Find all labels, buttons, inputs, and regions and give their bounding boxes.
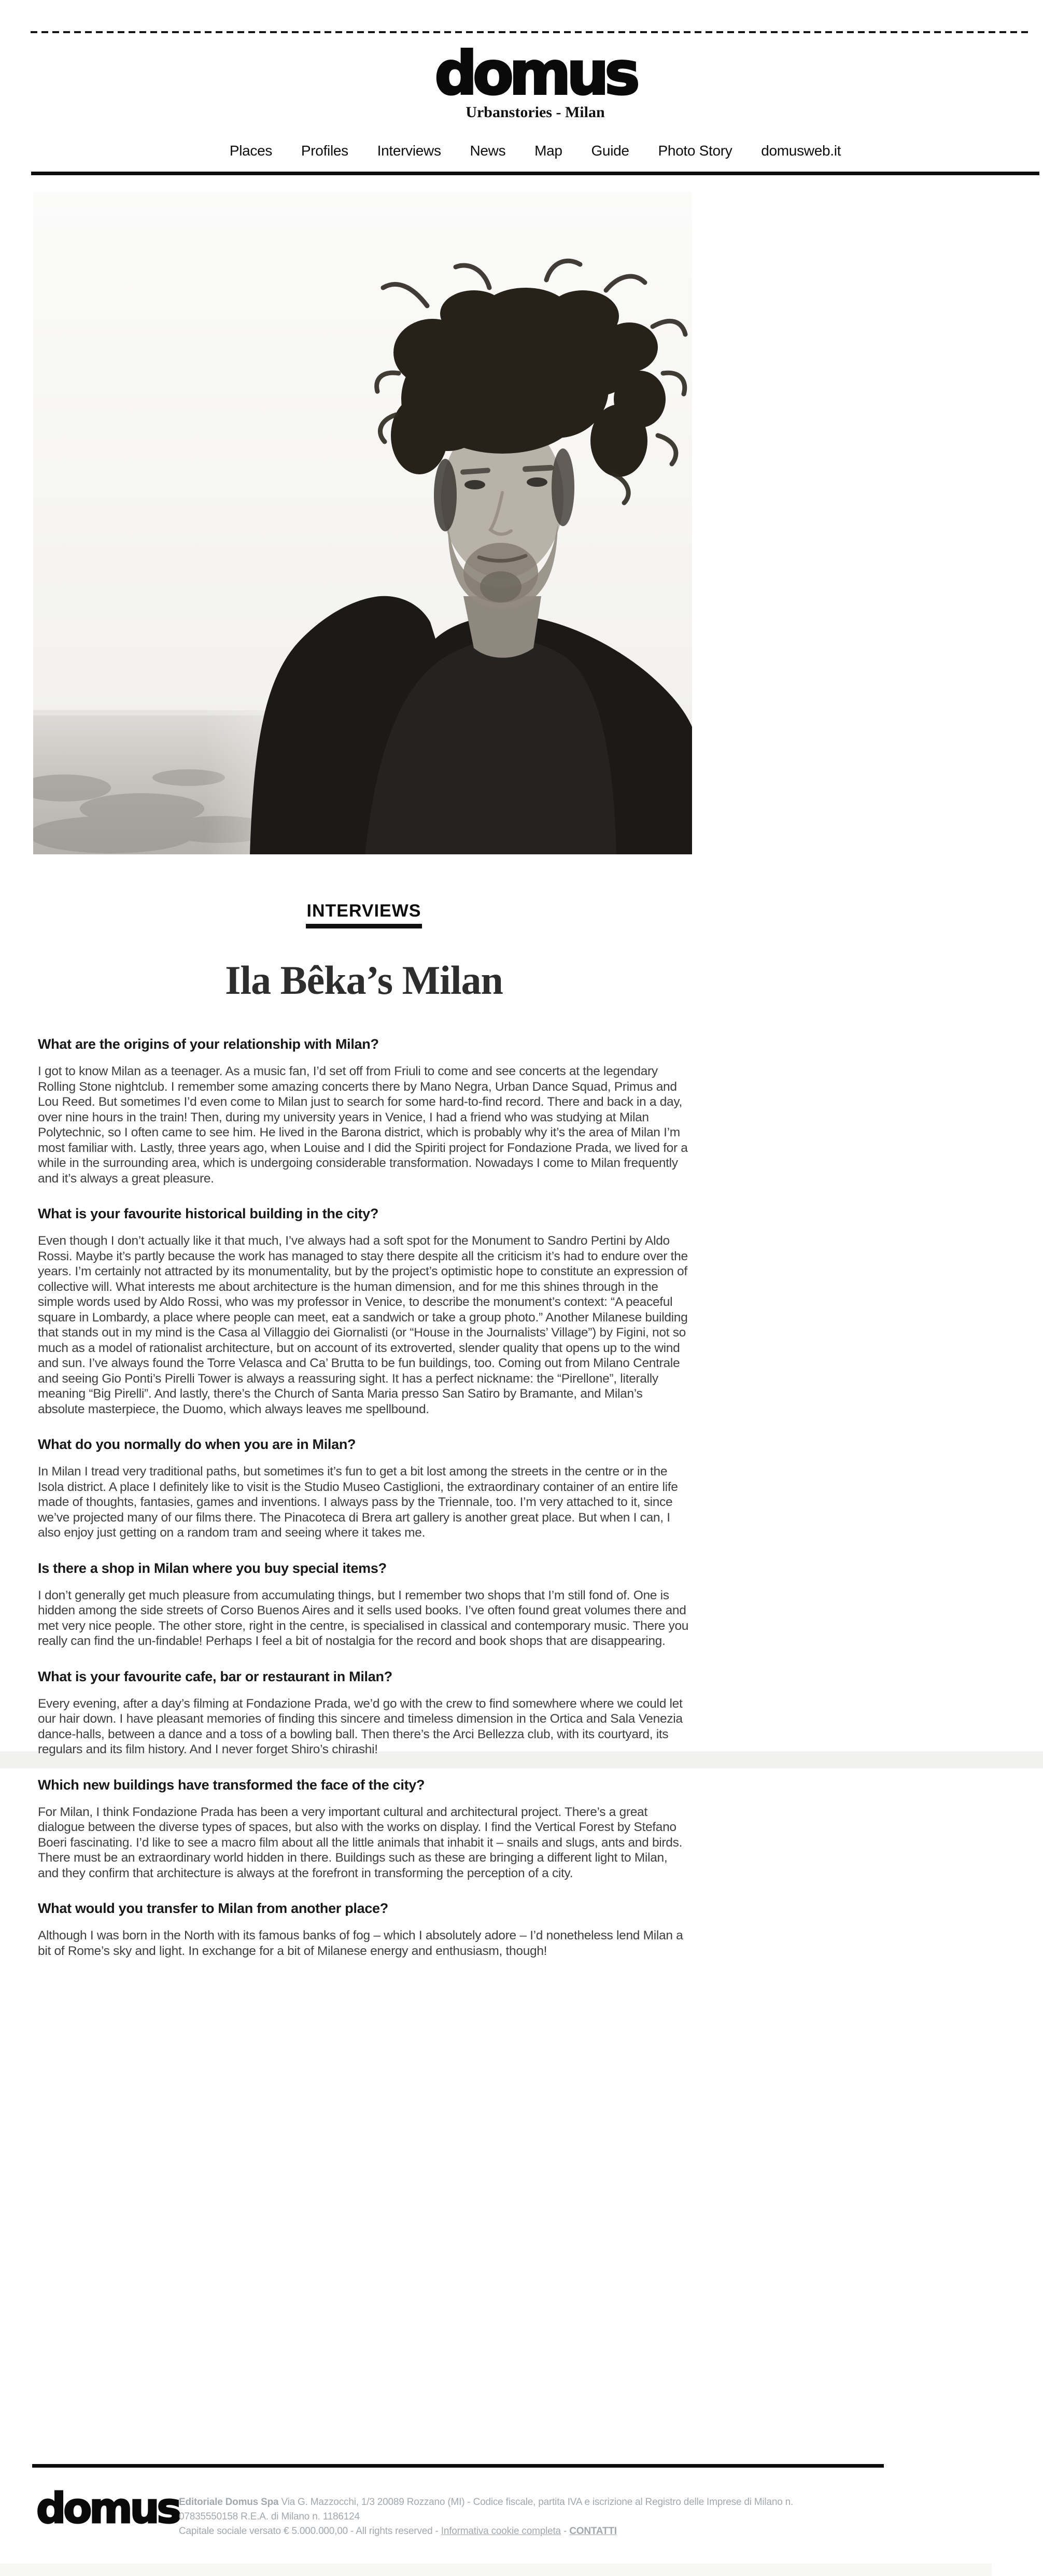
qa-answer: In Milan I tread very traditional paths, but sometimes it’s fun to get a bit lost among the streets in the centre or in the Isola district. A place I definitely like to visit is the Studio Museo Castiglioni, the extraordinary container of an entire life made of thoughts, fantasies, games and inventions. I always pass by the Triennale, too. I’m very attached to it, since we’ve projected many of our films there. The Pinacoteca di Brera art gallery is another great place. But when I can, I also enjoy just getting on a random tram and seeing where it takes me. [38, 1465, 678, 1540]
article [38, 902, 690, 1959]
page-title: Ila Bêka’s Milan [225, 958, 503, 1003]
top-dashed-divider [31, 31, 1028, 33]
qa-question: What do you normally do when you are in Milan? [38, 1437, 356, 1452]
footer-legal-line-1 [179, 2495, 853, 2510]
kicker-wrap [38, 902, 690, 928]
qa-question: Which new buildings have transformed the face of the city? [38, 1777, 425, 1793]
qa-answer: Every evening, after a day’s filming at Fondazione Prada, we’d go with the crew to find somewhere where we could let our hair down. I have pleasant memories of finding this sincere and timeless dimension in the Ortica and Sala Venezia dance-halls, between a dance and a toss of a bowling ball. Then there’s the Arci Bellezza club, with its courtyard, its regulars and its film history. And I never forget Shiro’s chirashi! [38, 1696, 683, 1756]
portrait-photo-graphic [33, 192, 692, 854]
footer-rule [32, 2464, 884, 2468]
footer-legal [179, 2495, 853, 2539]
qa-question: What are the origins of your relationship with Milan? [38, 1036, 379, 1052]
qa-section [38, 1559, 690, 1649]
qa-answer: Even though I don’t actually like it that much, I’ve always had a soft spot for the Monument to Sandro Pertini by Aldo Rossi. Maybe it’s partly because the work has managed to stay there despite all the criticism it’s had to endure over the years. I’m certainly not attracted by its monumentality, but by the project’s optimistic hope to constitute an expression of collective will. What interests me about architecture is the human dimension, and for me this shines through in the simple words used by Aldo Rossi, who was my professor in Venice, to describe the monument’s context: “A peaceful square in Lombardy, a place where people can meet, eat a sandwich or take a group photo.” Another Milanese building that stands out in my mind is the Casa al Villaggio dei Giornalisti (or “House in the Journalists’ Village”) by Figini, not so much as a model of rationalist architecture, but on account of its extroverted, slender quality that opens up to the wind and sun. I’ve always found the Torre Velasca and Ca’ Brutta to be fun buildings, too. Coming out from Milano Centrale and seeing Gio Ponti’s Pirelli Tower is always a reassuring sight. It has a perfect nickname: the “Pirellone”, literally meaning “Big Pirelli”. And lastly, there’s the Church of Santa Maria presso San Satiro by Bramante, and Milan’s absolute masterpiece, the Duomo, which always leaves me spellbound. [38, 1234, 688, 1416]
site-logo[interactable]: domus [434, 39, 636, 108]
section-label-interviews[interactable]: INTERVIEWS [306, 902, 422, 928]
footer-legal-line-3 [179, 2524, 853, 2539]
qa-section [38, 1899, 690, 1959]
nav-item-domusweb[interactable]: domusweb.it [761, 143, 841, 159]
site-header [31, 39, 1039, 159]
footer-capital-text: Capitale sociale versato € 5.000.000,00 - All rights reserved - [179, 2526, 441, 2537]
footer-company-name: Editoriale Domus Spa [179, 2497, 279, 2508]
nav-item-interviews[interactable]: Interviews [377, 143, 441, 159]
main-nav [31, 143, 1039, 159]
cookie-policy-link[interactable]: Informativa cookie completa [441, 2526, 561, 2537]
nav-item-guide[interactable]: Guide [591, 143, 629, 159]
bottom-strip [0, 2564, 992, 2576]
qa-answer: Although I was born in the North with its famous banks of fog – which I absolutely adore – I’d nonetheless lend Milan a bit of Rome’s sky and light. In exchange for a bit of Milanese energy and enthusiasm, though! [38, 1929, 683, 1958]
nav-item-photo-story[interactable]: Photo Story [658, 143, 732, 159]
qa-section [38, 1668, 690, 1757]
qa-answer: For Milan, I think Fondazione Prada has been a very important cultural and architectural project. There’s a great dialogue between the diverse types of spaces, but also with the works on display. I find the Vertical Forest by Stefano Boeri fascinating. I’d like to see a macro film about all the little animals that inhabit it – snails and slugs, ants and birds. There must be an extraordinary world hidden in there. Buildings such as these are bringing a different light to Milan, and they confirm that architecture is always at the forefront in transforming the perception of a city. [38, 1805, 683, 1880]
qa-question: What would you transfer to Milan from another place? [38, 1901, 388, 1916]
header-rule [31, 172, 1039, 175]
nav-item-news[interactable]: News [470, 143, 506, 159]
nav-item-profiles[interactable]: Profiles [301, 143, 348, 159]
qa-question: What is your favourite cafe, bar or restaurant in Milan? [38, 1668, 392, 1684]
qa-answer: I don’t generally get much pleasure from accumulating things, but I remember two shops that I’m still fond of. One is hidden among the side streets of Corso Buenos Aires and it sells used books. I’ve often found great volumes there and met very nice people. The other store, right in the centre, is specialised in classical and contemporary music. There you really can find the un-findable! Perhaps I feel a bit of nostalgia for the record and book shops that are disappearing. [38, 1588, 689, 1648]
site-tagline: Urbanstories - Milan [466, 104, 605, 121]
qa-section [38, 1435, 690, 1541]
nav-item-places[interactable]: Places [229, 143, 273, 159]
footer-address: Via G. Mazzocchi, 1/3 20089 Rozzano (MI) - Codice fiscale, partita IVA e iscrizione al Registro delle Imprese di Milano n. [278, 2497, 794, 2508]
qa-list [38, 1035, 690, 1959]
qa-answer: I got to know Milan as a teenager. As a music fan, I’d set off from Friuli to come and see concerts at the legendary Rolling Stone nightclub. I remember some amazing concerts there by Mano Negra, Urban Dance Squad, Primus and Lou Reed. But sometimes I’d even come to Milan just to search for some hard-to-find record. There and back in a day, over nine hours in the train! Then, during my university years in Venice, I had a friend who was studying at Milan Polytechnic, so I often came to see him. He lived in the Barona district, which is probably why it’s the area of Milan I’m most familiar with. Lastly, three years ago, when Louise and I did the Spiriti project for Fondazione Prada, we lived for a while in the surrounding area, which is undergoing considerable transformation. Nowadays I come to Milan frequently and it’s always a great pleasure. [38, 1064, 688, 1186]
footer-logo[interactable]: domus [36, 2484, 179, 2532]
qa-section [38, 1776, 690, 1881]
qa-question: Is there a shop in Milan where you buy special items? [38, 1560, 387, 1576]
contatti-link[interactable]: CONTATTI [569, 2526, 617, 2537]
nav-item-map[interactable]: Map [534, 143, 562, 159]
portrait-photo [33, 192, 692, 854]
qa-section [38, 1205, 690, 1417]
footer-legal-line-2: 07835550158 R.E.A. di Milano n. 1186124 [179, 2511, 360, 2522]
qa-question: What is your favourite historical building in the city? [38, 1206, 379, 1221]
footer-separator: - [560, 2526, 570, 2537]
qa-section [38, 1035, 690, 1186]
